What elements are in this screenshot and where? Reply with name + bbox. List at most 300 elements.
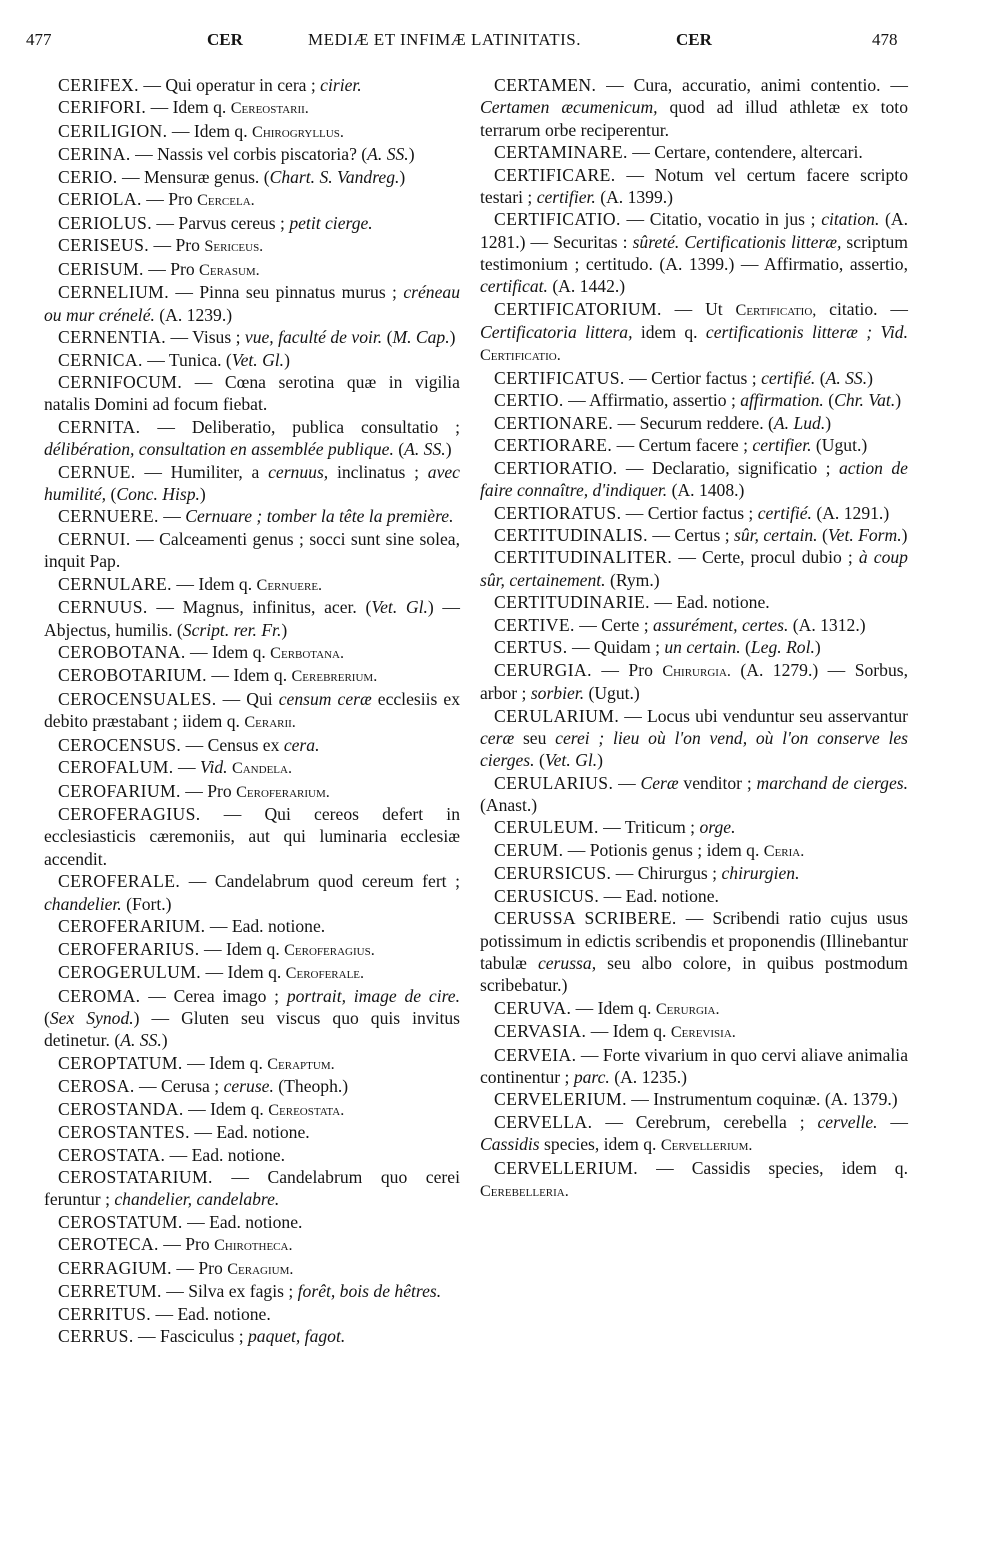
entry-headword: CERTIFICARE.	[494, 164, 616, 185]
entry-headword: CERRITUS.	[58, 1303, 152, 1324]
entry-text: (Fort.)	[121, 893, 172, 914]
entry-text: )	[445, 439, 452, 460]
entry-text: — Magnus, infinitus, acer. (	[147, 597, 372, 618]
italic-gloss: action de faire connaître, d'indiquer.	[480, 457, 908, 501]
italic-gloss: délibération, consultation en assemblée publique.	[44, 439, 394, 460]
entry-text: — Triticum ;	[598, 817, 700, 838]
entry-headword: CERTIONARE.	[494, 412, 614, 433]
italic-gloss: A. SS.	[825, 367, 868, 388]
italic-gloss: chirurgien.	[721, 863, 800, 884]
dictionary-entry	[44, 120, 460, 143]
entry-text: — Pro	[180, 780, 237, 801]
cross-reference: Ceraptum.	[267, 1054, 335, 1073]
cross-reference: Cernuere.	[256, 575, 323, 594]
entry-headword: CERTAMEN.	[494, 75, 597, 95]
entry-text: — Certare, contendere, altercari.	[627, 142, 863, 163]
italic-gloss: A. Lud.	[773, 412, 826, 433]
entry-text: )	[814, 637, 821, 658]
entry-headword: CERNUI.	[58, 528, 131, 549]
cross-reference: Chirogryllus.	[252, 122, 344, 141]
entry-text: (Anast.)	[480, 794, 538, 815]
cross-reference: Ceroferagius.	[284, 940, 375, 959]
entry-text: — Ead. notione.	[599, 885, 719, 906]
entry-headword: CEROPTATUM.	[58, 1052, 183, 1073]
italic-gloss: A. SS.	[404, 439, 446, 460]
dictionary-entry	[480, 907, 908, 996]
dictionary-entry	[480, 74, 908, 141]
entry-text: — Ead. notione.	[189, 1122, 310, 1143]
entry-text: —	[158, 506, 186, 527]
dictionary-entry	[44, 1075, 460, 1097]
entry-text: )	[449, 327, 456, 348]
dictionary-entry	[44, 505, 460, 527]
entry-text: — Calceamenti genus ; socci sunt sine solea, inquit Pap.	[44, 528, 460, 572]
dictionary-entry	[480, 614, 908, 636]
entry-headword: CERILIGION.	[58, 120, 168, 141]
dictionary-entry	[480, 389, 908, 411]
italic-gloss: certificat.	[480, 276, 548, 297]
italic-gloss: ceruse.	[223, 1076, 274, 1097]
italic-gloss: forêt, bois de hêtres.	[297, 1281, 442, 1302]
entry-headword: CERUSICUS.	[494, 885, 600, 906]
entry-text: (	[382, 327, 393, 348]
entry-text: )	[825, 412, 832, 433]
entry-text: — Declaratio, significatio ;	[617, 457, 839, 478]
italic-gloss: chandelier, candelabre.	[114, 1189, 280, 1210]
entry-text: (	[106, 483, 117, 504]
entry-headword: CERNICA.	[58, 349, 143, 370]
cross-reference: Ceragium.	[227, 1259, 294, 1278]
entry-headword: CEROSTATA.	[58, 1144, 166, 1165]
entry-text: (A. 1312.)	[788, 614, 866, 635]
entry-text: — Pro	[141, 189, 198, 210]
entry-text: — Silva ex fagis ;	[161, 1281, 298, 1302]
entry-text: — Idem q.	[183, 1098, 269, 1119]
cross-reference: Candela.	[231, 759, 292, 778]
dictionary-entry	[44, 96, 460, 119]
entry-text: — Quidam ;	[567, 637, 665, 658]
entry-text: (Ugut.)	[811, 435, 868, 456]
dictionary-entry	[44, 1257, 460, 1280]
italic-gloss: Certificatoria littera,	[480, 322, 633, 343]
italic-gloss: certifier.	[536, 186, 596, 207]
dictionary-entry	[44, 688, 460, 734]
dictionary-entry	[44, 596, 460, 641]
cross-reference: Chirurgia.	[662, 661, 731, 680]
dictionary-entry	[480, 1020, 908, 1043]
italic-gloss: certifier.	[752, 435, 812, 456]
entry-text: — Qui operatur in cera ;	[138, 75, 321, 95]
italic-gloss: Leg. Rol.	[750, 637, 815, 658]
entry-text: — Ead. notione.	[182, 1211, 303, 1232]
entry-text: — Cura, accuratio, animi contentio. —	[596, 75, 908, 95]
dictionary-entry	[44, 664, 460, 687]
entry-headword: CERTIORATIO.	[494, 457, 618, 478]
entry-text: — Forte vivarium in quo cervi aliave animalia continentur ;	[480, 1044, 908, 1087]
entry-headword: CERNUERE.	[58, 506, 159, 527]
entry-text: —	[877, 1111, 908, 1132]
entry-headword: CEROFERARIUM.	[58, 916, 206, 937]
entry-headword: CEROSA.	[58, 1076, 135, 1097]
italic-gloss: citation.	[821, 209, 880, 230]
entry-text: — Pro	[143, 258, 200, 279]
dictionary-entry	[44, 1052, 460, 1075]
running-head-right: CER	[676, 30, 712, 49]
entry-text: — Chirurgus ;	[611, 863, 722, 884]
entry-text: quod ad illud athletæ ex toto terrarum orbe reciperentur.	[480, 97, 908, 140]
italic-gloss: chandelier.	[44, 893, 122, 914]
dictionary-entry	[480, 885, 908, 907]
dictionary-entry	[480, 636, 908, 658]
page-number-left: 477	[26, 30, 52, 49]
entry-text: ) — Abjectus, humilis. (	[44, 597, 460, 640]
entry-text: )	[161, 1030, 168, 1051]
entry-text: )	[284, 349, 290, 370]
dictionary-entry	[44, 734, 460, 756]
dictionary-entry	[480, 1111, 908, 1157]
entry-text: — Idem q.	[201, 962, 286, 983]
italic-gloss: Vet. Form.	[827, 525, 902, 545]
entry-headword: CEROSTATARIUM.	[58, 1167, 213, 1187]
dictionary-entry	[44, 1325, 460, 1347]
italic-gloss: Conc. Hisp.	[116, 483, 200, 504]
italic-gloss: petit cierge.	[289, 212, 373, 233]
entry-headword: CERINA.	[58, 144, 131, 165]
entry-text: (A. 1235.)	[609, 1066, 688, 1087]
entry-headword: CERTIFICATUS.	[494, 367, 625, 388]
dictionary-entry	[44, 961, 460, 984]
dictionary-entry	[480, 298, 908, 367]
italic-gloss: ceræ	[480, 727, 515, 748]
cross-reference: Cerarii.	[244, 713, 296, 732]
entry-headword: CERTAMINARE.	[494, 142, 628, 163]
entry-text: — Idem q.	[171, 573, 257, 594]
dictionary-entry	[44, 1233, 460, 1256]
entry-text: — Idem q.	[571, 997, 656, 1018]
dictionary-entry	[44, 1280, 460, 1302]
entry-headword: CEROBOTARIUM.	[58, 665, 207, 686]
dictionary-entry	[480, 816, 908, 838]
italic-gloss: sorbier.	[530, 683, 585, 704]
dictionary-entry	[44, 349, 460, 371]
dictionary-entry	[44, 870, 460, 915]
entry-text: — Cœna serotina quæ in vigilia natalis Domini ad focum fiebat.	[44, 372, 460, 415]
italic-gloss: assurément, certes.	[653, 614, 789, 635]
italic-gloss: Vet. Gl.	[231, 349, 285, 370]
dictionary-entry	[480, 546, 908, 591]
entry-text: (A. 1239.)	[154, 304, 233, 325]
entry-headword: CERISEUS.	[58, 235, 150, 256]
dictionary-entry	[44, 528, 460, 573]
entry-headword: CERRUS.	[58, 1326, 134, 1347]
entry-headword: CEROFERALE.	[58, 871, 181, 892]
entry-text: venditor ;	[678, 772, 757, 793]
entry-headword: CERNELIUM.	[58, 282, 170, 303]
entry-text: — Mensuræ genus. (	[117, 166, 270, 187]
dictionary-entry	[44, 1303, 460, 1325]
entry-headword: CERRETUM.	[58, 1281, 162, 1302]
italic-gloss: censum ceræ	[278, 688, 372, 709]
entry-headword: CEROBOTANA.	[58, 641, 186, 662]
dictionary-entry	[44, 1098, 460, 1121]
entry-text: — Cerea imago ;	[140, 985, 287, 1006]
italic-gloss: certifié.	[761, 367, 816, 388]
dictionary-entry	[44, 573, 460, 596]
entry-text: — Pro	[591, 659, 663, 680]
entry-headword: CERVELLERIUM.	[494, 1157, 639, 1178]
italic-gloss: paquet, fagot.	[248, 1326, 346, 1347]
entry-text: — Idem q.	[167, 120, 253, 141]
entry-text: — Idem q.	[586, 1021, 671, 1042]
dictionary-entry	[480, 1088, 908, 1110]
entry-text: — Pro	[149, 235, 205, 256]
entry-text: species, idem q.	[539, 1134, 661, 1155]
entry-headword: CEROFERARIUS.	[58, 938, 200, 959]
entry-headword: CERTUS.	[494, 637, 568, 658]
entry-text: — Parvus cereus ;	[152, 212, 290, 233]
entry-text: ) — Gluten seu viscus quo quis invitus detinetur. (	[44, 1007, 460, 1051]
dictionary-entry	[44, 143, 460, 165]
italic-gloss: Vet. Gl.	[371, 597, 428, 618]
dictionary-entry	[44, 371, 460, 416]
dictionary-entry	[44, 188, 460, 211]
dictionary-entry	[480, 208, 908, 297]
entry-text: — Certe ;	[574, 614, 654, 635]
cross-reference: Cerebrerium.	[291, 667, 378, 686]
entry-headword: CEROSTANTES.	[58, 1122, 190, 1143]
italic-gloss: sûreté.	[632, 231, 680, 252]
entry-text: — Ut	[661, 298, 736, 319]
italic-gloss: Chr. Vat.	[834, 390, 896, 411]
entry-text: — Locus ubi venduntur seu asservantur	[619, 705, 908, 726]
entry-text: scriptum testimonium ; certitudo. (A. 1399.) — Affirmatio, assertio,	[480, 231, 908, 274]
entry-text: — Certe, procul dubio ;	[672, 547, 859, 568]
italic-gloss: avec humilité,	[44, 461, 460, 504]
entry-text: (	[534, 750, 545, 771]
entry-headword: CEROTECA.	[58, 1234, 159, 1255]
entry-text: — Ead. notione.	[165, 1144, 285, 1165]
entry-text: — Certior factus ;	[624, 367, 762, 388]
italic-gloss: marchand de cierges.	[756, 772, 909, 793]
italic-gloss: cernuus,	[268, 461, 329, 482]
entry-headword: CERTIORARE.	[494, 435, 613, 456]
italic-gloss: cervelle.	[817, 1111, 878, 1132]
entry-text: — Ead. notione.	[649, 592, 770, 613]
italic-gloss: Vet. Gl.	[544, 750, 598, 771]
italic-gloss: sûr, certain.	[734, 525, 818, 545]
dictionary-entry	[44, 461, 460, 506]
dictionary-entry	[44, 1144, 460, 1166]
dictionary-entry	[44, 938, 460, 961]
entry-headword: CERUVA.	[494, 997, 572, 1018]
dictionary-entry	[44, 74, 460, 96]
italic-gloss: M. Cap.	[392, 327, 450, 348]
dictionary-entry	[44, 915, 460, 937]
dictionary-entry	[480, 524, 908, 546]
entry-text: )	[281, 619, 288, 640]
cross-reference: Cercela.	[197, 191, 255, 210]
entry-text: — Qui	[216, 688, 279, 709]
entry-text: — Cassidis species, idem q.	[638, 1157, 908, 1178]
entry-text: (	[815, 367, 826, 388]
cross-reference: Cerbotana.	[270, 643, 345, 662]
entry-headword: CERNENTIA.	[58, 327, 167, 348]
entry-text: — Ead. notione.	[205, 916, 326, 937]
cross-reference: Certificatio,	[735, 300, 817, 319]
entry-headword: CERNITA.	[58, 416, 141, 437]
dictionary-entry	[480, 141, 908, 163]
entry-text: (A. 1281.) — Securitas :	[480, 209, 908, 252]
entry-text: — Certus ;	[647, 525, 734, 545]
dictionary-entry	[480, 862, 908, 884]
entry-text: — Idem q.	[146, 97, 231, 118]
entry-headword: CERTIO.	[494, 390, 564, 411]
dictionary-entry	[480, 591, 908, 613]
italic-gloss: Chart. S. Vandreg.	[269, 166, 400, 187]
entry-text: )	[408, 144, 415, 165]
entry-headword: CEROMA.	[58, 985, 141, 1006]
entry-headword: CERVEIA.	[494, 1044, 577, 1065]
running-head-left: CER	[207, 30, 243, 49]
entry-headword: CERURSICUS.	[494, 863, 612, 884]
entry-text: — Idem q.	[185, 641, 271, 662]
cross-reference: Ceria.	[763, 841, 805, 860]
dictionary-entry	[44, 281, 460, 326]
entry-text: )	[597, 750, 603, 771]
entry-headword: CERNUE.	[58, 461, 136, 482]
entry-text: — Qui cereos defert in ecclesiasticis cæremoniis, aut qui luminaria ecclesiæ accendit.	[44, 804, 460, 869]
dictionary-entry	[44, 803, 460, 870]
dictionary-entry	[480, 839, 908, 862]
entry-headword: CERRAGIUM.	[58, 1257, 172, 1278]
italic-gloss: Ceræ	[640, 772, 679, 793]
dictionary-entry	[480, 412, 908, 434]
entry-text: — Idem q.	[206, 665, 292, 686]
dictionary-entry	[44, 416, 460, 461]
entry-text: (Theoph.)	[273, 1076, 349, 1097]
entry-text: — Humiliter, a	[135, 461, 269, 482]
cross-reference: Cerebelleria.	[480, 1181, 569, 1200]
italic-gloss: cerei ; lieu où l'on vend, où l'on conserve les cierges.	[480, 727, 908, 771]
entry-headword: CERTIVE.	[494, 614, 575, 635]
entry-text: seu	[514, 727, 556, 748]
right-column	[480, 74, 908, 1202]
italic-gloss: cera.	[283, 734, 320, 755]
italic-gloss: à coup sûr, certainement.	[480, 547, 908, 590]
dictionary-entry	[480, 1157, 908, 1203]
entry-headword: CERULARIUS.	[494, 772, 614, 793]
italic-gloss: Certificationis litteræ,	[684, 231, 842, 252]
entry-text: )	[867, 367, 873, 388]
dictionary-entry	[480, 502, 908, 524]
entry-text: (	[823, 390, 835, 411]
entry-text: — Candelabrum quod cereum fert ;	[180, 871, 460, 892]
dictionary-entry	[44, 1166, 460, 1211]
italic-gloss: Script. rer. Fr.	[182, 619, 282, 640]
entry-headword: CEROGERULUM.	[58, 962, 202, 983]
entry-text: seu albo colore, in quibus postmodum scribebatur.)	[480, 952, 908, 996]
entry-text: ecclesiis ex debito præstabant ; iidem q.	[44, 688, 460, 732]
entry-text: — Idem q.	[199, 938, 285, 959]
entry-text: — Citatio, vocatio in jus ;	[620, 209, 822, 230]
italic-gloss: Vid.	[200, 757, 228, 778]
entry-text: (A. 1399.)	[595, 186, 674, 207]
entry-text: (	[740, 637, 751, 658]
entry-headword: CEROSTANDA.	[58, 1098, 184, 1119]
dictionary-entry	[44, 258, 460, 281]
entry-headword: CEROCENSUALES.	[58, 688, 217, 709]
entry-headword: CEROFARIUM.	[58, 780, 181, 801]
italic-gloss: cerussa,	[537, 952, 597, 973]
italic-gloss: Cassidis	[480, 1134, 540, 1155]
entry-headword: CERVELERIUM.	[494, 1089, 627, 1110]
italic-gloss: parc.	[573, 1066, 610, 1087]
entry-text: — Nassis vel corbis piscatoria? (	[130, 144, 368, 165]
italic-gloss: portrait, image de cire.	[286, 985, 460, 1006]
italic-gloss: A. SS.	[120, 1030, 162, 1051]
cross-reference: Cerurgia.	[655, 999, 720, 1018]
entry-text: )	[901, 525, 908, 545]
entry-headword: CEROSTATUM.	[58, 1211, 183, 1232]
italic-gloss: Vid.	[880, 322, 908, 343]
entry-headword: CEROFALUM.	[58, 757, 174, 778]
entry-headword: CERNIFOCUM.	[58, 372, 183, 393]
italic-gloss: certificationis litteræ ;	[705, 322, 873, 343]
dictionary-entry	[480, 772, 908, 817]
entry-headword: CERNUUS.	[58, 597, 148, 618]
italic-gloss: vue, faculté de voir.	[244, 327, 383, 348]
entry-text: — Certum facere ;	[612, 435, 753, 456]
entry-text: inclinatus ;	[328, 461, 428, 482]
entry-text: — Ead. notione.	[151, 1303, 271, 1324]
entry-text: (	[44, 1007, 50, 1028]
entry-headword: CERTITUDINALITER.	[494, 547, 673, 568]
entry-text: —	[173, 757, 200, 778]
dictionary-entry	[44, 780, 460, 803]
dictionary-entry	[480, 1044, 908, 1089]
entry-text: — Potionis genus ; idem q.	[563, 839, 764, 860]
italic-gloss: cirier.	[320, 75, 362, 95]
cross-reference: Cereostarii.	[230, 99, 309, 118]
entry-headword: CERVELLA.	[494, 1111, 593, 1132]
dictionary-entry	[44, 212, 460, 234]
entry-text: (Rym.)	[605, 569, 660, 590]
entry-text: (	[817, 525, 828, 545]
entry-headword: CERNULARE.	[58, 573, 172, 594]
entry-text: )	[199, 483, 206, 504]
entry-headword: CEROCENSUS.	[58, 734, 182, 755]
cross-reference: Cervellerium.	[660, 1136, 753, 1155]
dictionary-entry	[480, 705, 908, 772]
cross-reference: Ceroferale.	[285, 964, 365, 983]
entry-headword: CERUM.	[494, 839, 564, 860]
italic-gloss: Sex Synod.	[49, 1007, 134, 1028]
entry-headword: CERIOLA.	[58, 189, 142, 210]
entry-text: — Securum reddere. (	[613, 412, 774, 433]
dictionary-entry	[44, 166, 460, 188]
italic-gloss: Cernuare ; tomber la tête la première.	[185, 506, 454, 527]
dictionary-entry	[44, 756, 460, 779]
italic-gloss: orge.	[699, 817, 736, 838]
dictionary-entry	[480, 997, 908, 1020]
cross-reference: Cerasum.	[199, 260, 260, 279]
cross-reference: Sericeus.	[204, 237, 264, 256]
entry-text: )	[895, 390, 902, 411]
dictionary-entry	[480, 457, 908, 502]
entry-text: — Candelabrum quo cerei feruntur ;	[44, 1167, 460, 1210]
left-column	[44, 74, 460, 1348]
italic-gloss: certifié.	[757, 502, 812, 523]
